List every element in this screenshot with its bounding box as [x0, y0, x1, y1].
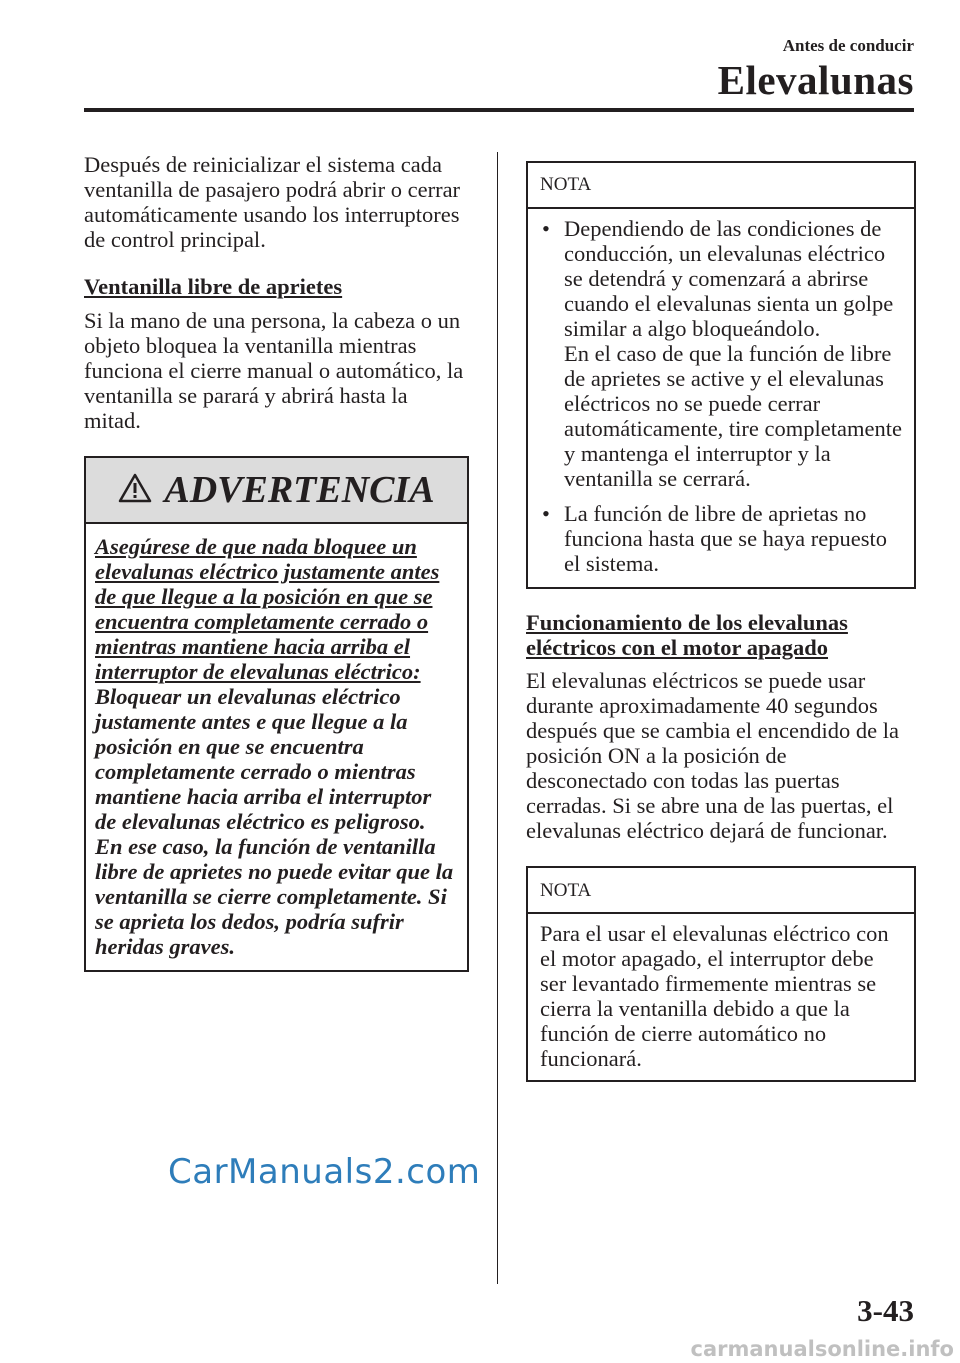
paragraph-funcionamiento [526, 668, 916, 843]
watermark-bottom: carmanualsonline.info [690, 1337, 954, 1361]
note-body [528, 914, 914, 1071]
paragraph-ventanilla-libre [84, 308, 484, 433]
text-line: cierra la ventanilla debido a que la [540, 996, 850, 1021]
warning-triangle-icon [118, 473, 152, 508]
page-title: Elevalunas [717, 57, 914, 103]
text-line: automáticamente, tire completamente [564, 416, 902, 441]
heading-funcionamiento [526, 610, 916, 660]
warning-line: encuentra completamente cerrado o [95, 609, 429, 634]
text-line: funciona hasta que se haya repuesto [564, 526, 887, 551]
text-line: En el caso de que la función de libre [564, 341, 892, 366]
text-line: Para el usar el elevalunas eléctrico con [540, 921, 889, 946]
warning-line: de que llegue a la posición en que se [95, 584, 433, 609]
warning-line: heridas graves. [95, 934, 235, 959]
warning-line: se aprieta los dedos, podría sufrir [95, 909, 404, 934]
text-line: mitad. [84, 408, 141, 433]
warning-line: de elevalunas eléctrico es peligroso. [95, 809, 426, 834]
warning-box [84, 456, 469, 972]
text-line: ventanilla se cerrará. [564, 466, 751, 491]
text-line: después que se cambia el encendido de la [526, 718, 899, 743]
warning-line: completamente cerrado o mientras [95, 759, 416, 784]
warning-line: En ese caso, la función de ventanilla [95, 834, 436, 859]
watermark-carmanuals: CarManuals2.com [168, 1152, 481, 1192]
section-label: Antes de conducir [782, 36, 914, 55]
text-line: El elevalunas eléctricos se puede usar [526, 668, 866, 693]
text-line: el motor apagado, el interruptor debe [540, 946, 874, 971]
warning-line: ventanilla se cierre completamente. Si [95, 884, 447, 909]
note-bullet-list [528, 209, 914, 576]
warning-line: Bloquear un elevalunas eléctrico [95, 684, 401, 709]
text-line: Dependiendo de las condiciones de [564, 216, 882, 241]
text-line: y mantenga el interruptor y la [564, 441, 831, 466]
text-line: elevalunas eléctrico dejará de funcionar. [526, 818, 888, 843]
note-bullet-item [528, 501, 914, 576]
page-number: 3-43 [857, 1293, 914, 1328]
warning-line: Asegúrese de que nada bloquee un [95, 534, 417, 559]
warning-line: interruptor de elevalunas eléctrico: [95, 659, 421, 684]
heading-line: eléctricos con el motor apagado [526, 635, 829, 660]
text-line: La función de libre de aprietas no [564, 501, 867, 526]
text-line: Después de reinicializar el sistema cada [84, 152, 442, 177]
header-rule [84, 108, 914, 112]
note-heading: NOTA [528, 868, 914, 914]
text-line: se detendrá y comenzará a abrirse [564, 266, 869, 291]
text-line: Si la mano de una persona, la cabeza o un [84, 308, 461, 333]
text-line: durante aproximadamente 40 segundos [526, 693, 878, 718]
note-heading: NOTA [528, 163, 914, 209]
text-line: funciona el cierre manual o automático, la [84, 358, 464, 383]
text-line: cuando el elevalunas sienta un golpe [564, 291, 894, 316]
text-line: automáticamente usando los interruptores [84, 202, 460, 227]
intro-paragraph [84, 152, 484, 252]
text-line: cerradas. Si se abre una de las puertas, el [526, 793, 894, 818]
text-line: desconectado con todas las puertas [526, 768, 840, 793]
warning-line: elevalunas eléctrico justamente antes [95, 559, 440, 584]
bullet-icon: • [542, 216, 550, 241]
heading-ventanilla-libre: Ventanilla libre de aprietes [84, 274, 343, 299]
bullet-icon: • [542, 501, 550, 526]
warning-line: mientras mantiene hacia arriba el [95, 634, 411, 659]
text-line: eléctricos no se puede cerrar [564, 391, 821, 416]
text-line: función de cierre automático no [540, 1021, 827, 1046]
text-line: conducción, un elevalunas eléctrico [564, 241, 886, 266]
warning-body [86, 524, 467, 959]
text-line: ser levantado firmemente mientras se [540, 971, 877, 996]
text-line: ventanilla de pasajero podrá abrir o cerrar [84, 177, 461, 202]
warning-line: mantiene hacia arriba el interruptor [95, 784, 432, 809]
column-divider [497, 152, 498, 1284]
text-line: de aprietes se active y el elevalunas [564, 366, 884, 391]
text-line: el sistema. [564, 551, 659, 576]
warning-line: libre de aprietes no puede evitar que la [95, 859, 454, 884]
text-line: funcionará. [540, 1046, 642, 1071]
text-line: de control principal. [84, 227, 266, 252]
warning-title: ADVERTENCIA [164, 469, 435, 511]
warning-line: justamente antes e que llegue a la [95, 709, 408, 734]
text-line: posición ON a la posición de [526, 743, 787, 768]
text-line: ventanilla se parará y abrirá hasta la [84, 383, 408, 408]
heading-line: Funcionamiento de los elevalunas [526, 610, 848, 635]
note-bullet-item [528, 216, 914, 491]
warning-header [86, 458, 467, 524]
text-line: similar a algo bloqueándolo. [564, 316, 821, 341]
note-box-1 [526, 161, 916, 589]
note-box-2 [526, 866, 916, 1082]
warning-line: posición en que se encuentra [95, 734, 364, 759]
text-line: objeto bloquea la ventanilla mientras [84, 333, 417, 358]
